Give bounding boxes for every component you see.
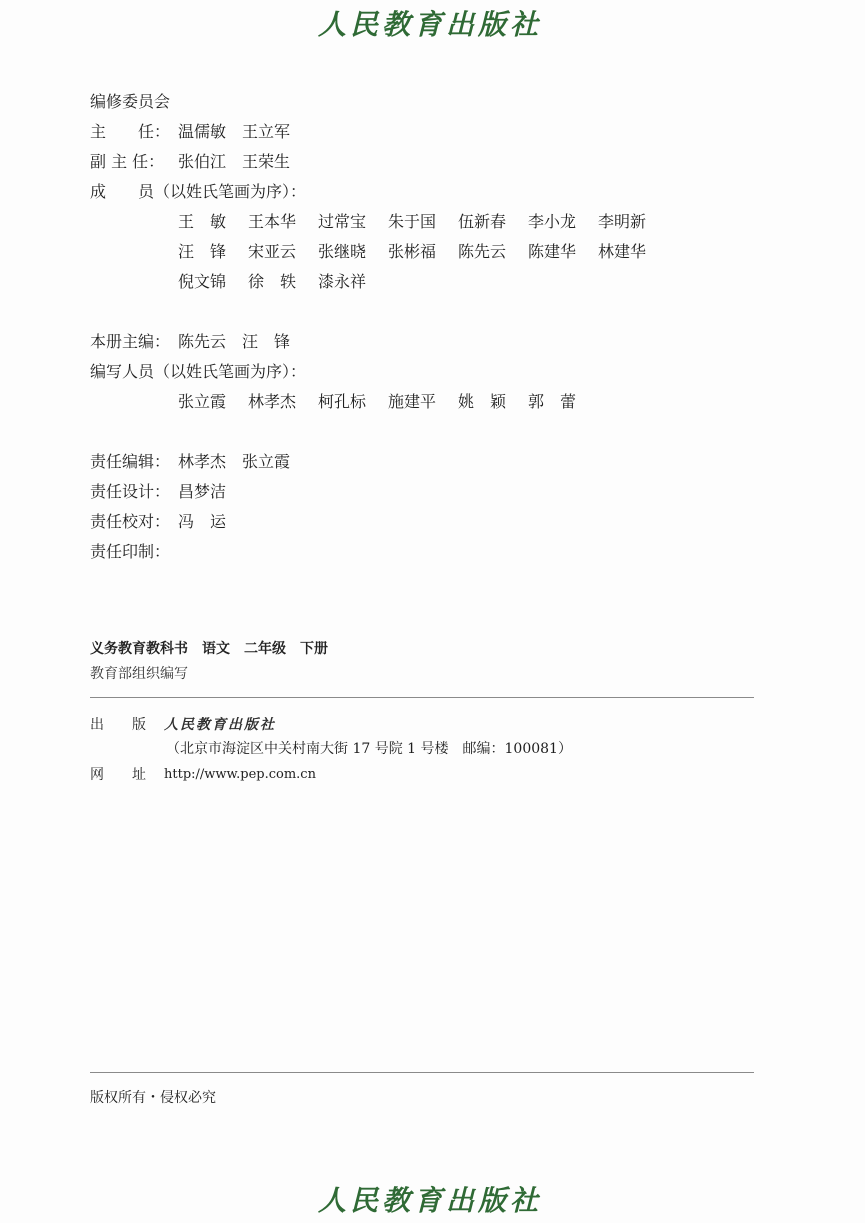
member-name: 李明新	[598, 212, 647, 231]
member-name: 张继晓	[318, 242, 367, 261]
compiled-by: 教育部组织编写	[90, 666, 188, 682]
book-title: 义务教育教科书 语文 二年级 下册	[90, 641, 328, 657]
responsible-editor-label: 责任编辑：	[90, 452, 171, 471]
responsible-proof-label: 责任校对：	[90, 512, 171, 531]
responsible-design-label: 责任设计：	[90, 482, 171, 501]
members-row-3	[178, 272, 388, 292]
publisher-logo-bottom: 人民教育出版社	[318, 1184, 543, 1217]
website-label: 网 址	[90, 767, 146, 783]
member-name: 宋亚云	[248, 242, 297, 261]
writers-row	[178, 392, 598, 412]
publisher-logo-top: 人民教育出版社	[318, 8, 543, 41]
director-row	[90, 122, 290, 142]
writer-name: 林孝杰	[248, 392, 297, 411]
publisher-label: 出 版	[90, 717, 146, 733]
writer-name: 姚 颖	[458, 392, 507, 411]
member-name: 徐 轶	[248, 272, 297, 291]
writer-name: 郭 蕾	[528, 392, 577, 411]
publisher-address: （北京市海淀区中关村南大街 17 号院 1 号楼 邮编：100081）	[166, 741, 572, 757]
writer-name: 施建平	[388, 392, 437, 411]
member-name: 汪 锋	[178, 242, 227, 261]
chief-editor-names: 陈先云 汪 锋	[178, 332, 291, 351]
member-name: 漆永祥	[318, 272, 367, 291]
responsible-print-label: 责任印制：	[90, 542, 171, 561]
responsible-editor-names: 林孝杰 张立霞	[178, 452, 291, 471]
member-name: 倪文锦	[178, 272, 227, 291]
member-name: 李小龙	[528, 212, 577, 231]
responsible-design-name: 昌梦洁	[178, 482, 227, 501]
website-link[interactable]: http://www.pep.com.cn	[164, 767, 316, 782]
publisher-row	[90, 716, 276, 734]
writer-name: 柯孔标	[318, 392, 367, 411]
responsible-design-row	[90, 482, 226, 502]
member-name: 张彬福	[388, 242, 437, 261]
member-name: 王本华	[248, 212, 297, 231]
publisher-name-logo: 人民教育出版社	[164, 717, 276, 733]
deputy-names: 张伯江 王荣生	[178, 152, 291, 171]
member-name: 林建华	[598, 242, 647, 261]
member-name: 陈建华	[528, 242, 577, 261]
divider-top	[90, 697, 754, 698]
deputy-label: 副 主 任：	[90, 152, 165, 171]
responsible-proof-row	[90, 512, 226, 532]
director-label: 主 任：	[90, 122, 171, 141]
member-name: 伍新春	[458, 212, 507, 231]
chief-editor-label: 本册主编：	[90, 332, 171, 351]
responsible-proof-name: 冯 运	[178, 512, 227, 531]
members-row-2	[178, 242, 668, 262]
deputy-row	[90, 152, 290, 172]
members-row-1	[178, 212, 668, 232]
chief-editor-row	[90, 332, 290, 352]
member-name: 朱于国	[388, 212, 437, 231]
member-name: 过常宝	[318, 212, 367, 231]
member-name: 陈先云	[458, 242, 507, 261]
member-name: 王 敏	[178, 212, 227, 231]
writer-name: 张立霞	[178, 392, 227, 411]
director-names: 温儒敏 王立军	[178, 122, 291, 141]
divider-bottom	[90, 1072, 754, 1073]
members-label: 成 员（以姓氏笔画为序）：	[90, 182, 307, 201]
copyright-notice: 版权所有・侵权必究	[90, 1090, 216, 1106]
committee-heading: 编修委员会	[90, 92, 171, 111]
writers-label: 编写人员（以姓氏笔画为序）：	[90, 362, 307, 381]
responsible-editor-row	[90, 452, 290, 472]
website-row	[90, 766, 316, 784]
